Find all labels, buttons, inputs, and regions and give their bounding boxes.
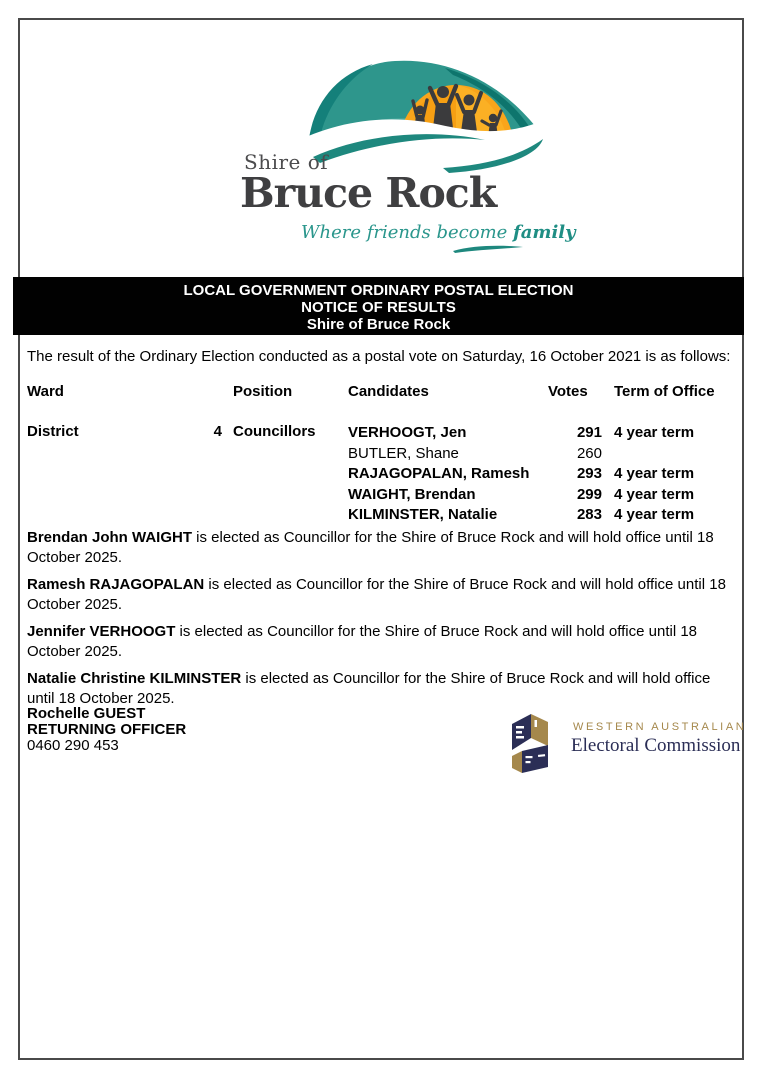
logo-tagline [301, 222, 576, 243]
shire-of-bruce-rock-logo [293, 55, 551, 177]
tagline-prefix: Where friends become [301, 222, 514, 243]
declaration [27, 622, 740, 662]
votes-value: 291 [576, 424, 602, 441]
col-header-candidates: Candidates [348, 383, 429, 400]
declaration-paragraphs [27, 528, 740, 716]
intro-paragraph: The result of the Ordinary Election conducted as a postal vote on Saturday, 16 October 2021 is as follows: [27, 348, 731, 365]
logo-org-name: Bruce Rock [240, 169, 497, 217]
waec-name-serif: Electoral Commission [571, 735, 741, 756]
votes-column [548, 423, 602, 526]
title-line-1: LOCAL GOVERNMENT ORDINARY POSTAL ELECTION [183, 282, 574, 299]
position-label-cell: Councillors [233, 423, 316, 440]
elected-name: Natalie Christine KILMINSTER [27, 670, 242, 687]
votes-value: 299 [576, 485, 602, 503]
waec-name-caps: WESTERN AUSTRALIAN [573, 721, 747, 733]
votes-value: 293 [576, 465, 602, 482]
col-header-position: Position [233, 383, 293, 400]
title-line-2: NOTICE OF RESULTS [301, 299, 456, 317]
tagline-swoosh-icon [452, 245, 524, 253]
declaration [27, 669, 740, 709]
term-value: 4 year term [614, 485, 695, 503]
elected-name: Ramesh RAJAGOPALAN [27, 576, 205, 593]
candidate-name: BUTLER, Shane [348, 444, 459, 462]
candidates-column [348, 423, 548, 526]
declaration-text: is elected as Councillor for the Shire of Bruce Rock and will hold office until 18 October 2025. [27, 576, 726, 613]
returning-officer-phone: 0460 290 453 [27, 736, 119, 754]
votes-value: 260 [576, 444, 602, 462]
declaration [27, 528, 740, 568]
col-header-term: Term of Office [614, 383, 715, 400]
returning-officer-name: Rochelle GUEST [27, 705, 146, 722]
candidate-name: KILMINSTER, Natalie [348, 506, 498, 523]
ward-cell: District [27, 423, 79, 440]
signature-block [27, 706, 186, 753]
declaration-text: is elected as Councillor for the Shire of Bruce Rock and will hold office until 18 October 2025. [27, 623, 698, 660]
returning-officer-title: RETURNING OFFICER [27, 720, 187, 738]
declaration-text: is elected as Councillor for the Shire of Bruce Rock and will hold office until 18 October 2025. [27, 529, 714, 566]
notice-title-bar [13, 277, 744, 335]
col-header-votes: Votes [548, 383, 588, 400]
position-count-cell: 4 [213, 423, 222, 440]
candidate-name: VERHOOGT, Jen [348, 424, 467, 441]
candidate-name: RAJAGOPALAN, Ramesh [348, 465, 530, 482]
waec-ballot-box-icon [509, 711, 551, 773]
term-value [614, 444, 734, 465]
term-value: 4 year term [614, 465, 695, 482]
term-column [614, 423, 734, 526]
logo-org-prefix: Shire of [244, 150, 329, 174]
elected-name: Brendan John WAIGHT [27, 529, 192, 546]
col-header-ward: Ward [27, 383, 64, 400]
candidate-name: WAIGHT, Brendan [348, 485, 476, 503]
tagline-emphasis: family [513, 222, 576, 243]
term-value: 4 year term [614, 506, 695, 523]
votes-value: 283 [576, 506, 602, 523]
declaration [27, 575, 740, 615]
declaration-text: is elected as Councillor for the Shire of Bruce Rock and will hold office until 18 October 2025. [27, 670, 711, 707]
title-line-3: Shire of Bruce Rock [306, 316, 451, 334]
term-value: 4 year term [614, 424, 695, 441]
elected-name: Jennifer VERHOOGT [27, 623, 176, 640]
